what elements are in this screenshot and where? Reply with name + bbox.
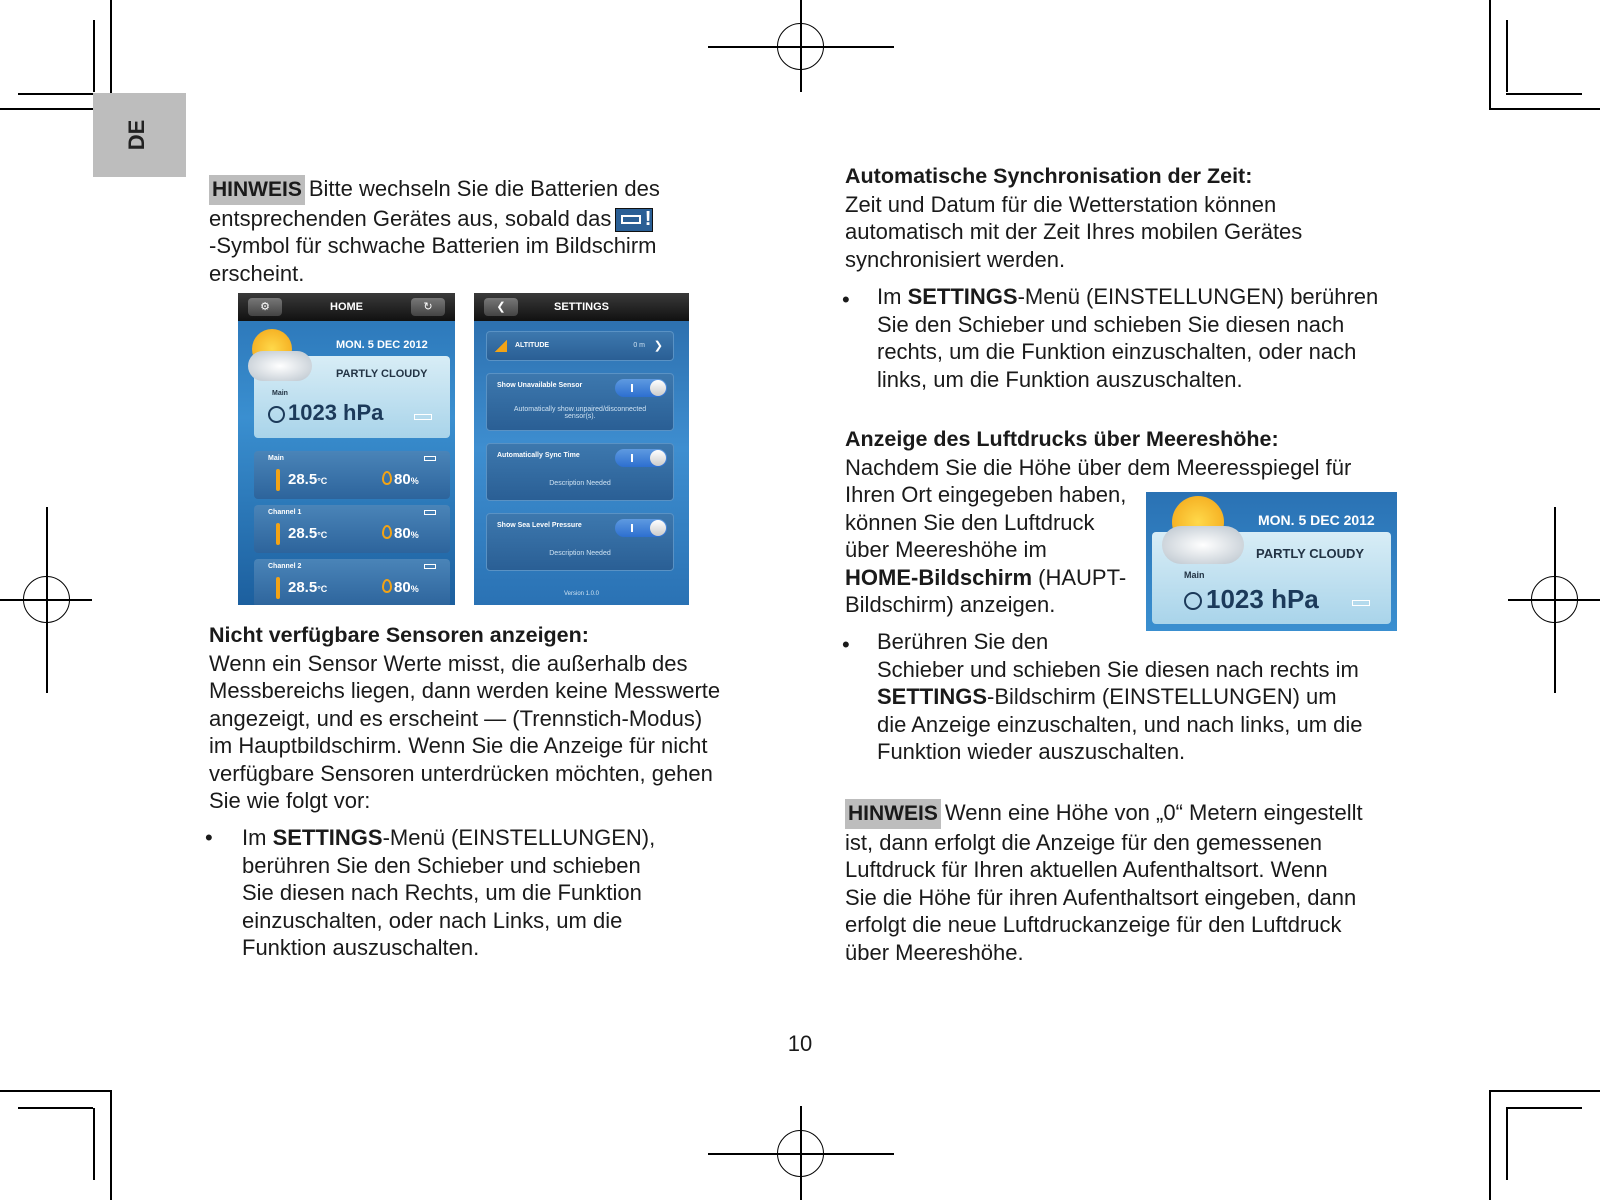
chevron-right-icon: ❯	[653, 340, 663, 352]
paragraph-line: Zeit und Datum für die Wetterstation können	[845, 191, 1277, 217]
bullet-text: Im	[877, 284, 908, 309]
setting-title: Show Sea Level Pressure	[497, 522, 582, 529]
bullet-text: Berühren Sie den	[877, 629, 1049, 654]
bullet-text: die Anzeige einzuschalten, und nach links, um die	[877, 711, 1363, 737]
paragraph-line: im Hauptbildschirm. Wenn Sie die Anzeige für nicht	[209, 733, 708, 758]
humidity-unit: %	[410, 530, 419, 540]
home-screen-keyword: HOME-Bildschirm	[845, 564, 1033, 590]
settings-keyword: SETTINGS	[877, 684, 988, 709]
battery-note	[209, 175, 769, 287]
toggle-switch	[615, 379, 667, 397]
note-text: über Meereshöhe.	[845, 939, 1024, 965]
weather-card-image	[1146, 492, 1397, 631]
temp-unit: °C	[317, 530, 328, 540]
home-pressure: 1023 hPa	[288, 400, 384, 425]
settings-screen-image	[474, 293, 689, 605]
gauge-icon	[1184, 592, 1202, 610]
paragraph-line: können Sie den Luftdruck	[845, 509, 1095, 535]
temp-unit: °C	[317, 476, 328, 486]
version-label: Version 1.0.0	[563, 591, 600, 597]
paragraph-line: Sie wie folgt vor:	[209, 788, 371, 813]
temp-unit: °C	[317, 584, 328, 594]
battery-icon	[414, 414, 432, 420]
paragraph-line: verfügbare Sensoren unterdrücken möchten, gehen	[209, 760, 713, 786]
bullet-text: Im	[242, 825, 273, 850]
paragraph-line: angezeigt, und es erscheint — (Trennstich-Modus)	[209, 705, 703, 731]
altitude-signal-icon	[495, 340, 507, 352]
channel-temp: 28.5	[288, 525, 318, 542]
language-code: DE	[124, 119, 149, 151]
settings-gear-icon: ⚙	[248, 298, 282, 316]
cloud-icon	[248, 351, 312, 381]
home-title: HOME	[330, 301, 363, 313]
channel-humidity: 80	[394, 471, 411, 488]
paragraph-line: über Meereshöhe im	[845, 537, 1047, 562]
channel-card	[254, 451, 450, 499]
note-text: Bitte wechseln Sie die Batterien des	[308, 176, 660, 201]
unavailable-sensors-section	[209, 622, 769, 815]
note-text: entsprechenden Gerätes aus, sobald das	[209, 205, 612, 231]
bullet-marker: •	[205, 825, 213, 850]
thermometer-icon	[276, 523, 280, 545]
card-pressure: 1023 hPa	[1206, 584, 1319, 614]
altitude-note	[845, 799, 1405, 966]
humidity-unit: %	[410, 476, 419, 486]
thermometer-icon	[276, 577, 280, 599]
setting-title: Automatically Sync Time	[497, 452, 580, 459]
gauge-icon	[268, 406, 285, 423]
bullet-text: Sie den Schieber und schieben Sie diesen nach	[877, 311, 1345, 337]
card-condition: PARTLY CLOUDY	[1256, 546, 1365, 561]
channel-card	[254, 505, 450, 553]
channel-label: Channel 1	[268, 509, 302, 516]
section-title: Nicht verfügbare Sensoren anzeigen:	[209, 623, 589, 647]
toggle-switch	[615, 449, 667, 467]
card-date: MON. 5 DEC 2012	[1258, 512, 1375, 528]
channel-humidity: 80	[394, 579, 411, 596]
paragraph-line: synchronisiert werden.	[845, 246, 1066, 272]
toggle-switch	[615, 519, 667, 537]
paragraph-line: Wenn ein Sensor Werte misst, die außerhalb des	[209, 650, 688, 676]
paragraph-line: Bildschirm) anzeigen.	[845, 592, 1056, 617]
bullet-text: rechts, um die Funktion einzuschalten, oder nach	[877, 339, 1357, 364]
bullet-marker: •	[842, 632, 850, 657]
humidity-drop-icon	[382, 525, 392, 539]
settings-keyword: SETTINGS	[907, 284, 1018, 309]
altitude-label: ALTITUDE	[515, 342, 550, 349]
setting-description: Automatically show unpaired/disconnected sensor(s).	[513, 406, 647, 420]
section-title: Automatische Synchronisation der Zeit:	[845, 164, 1253, 188]
sea-level-bullet	[877, 628, 1417, 766]
bullet-text: Sie diesen nach Rechts, um die Funktion	[242, 880, 642, 905]
setting-description: Description Needed	[549, 480, 611, 487]
paragraph-line: automatisch mit der Zeit Ihres mobilen Gerätes	[845, 219, 1303, 244]
settings-title: SETTINGS	[553, 301, 609, 313]
note-text: Luftdruck für Ihren aktuellen Aufenthaltsort. Wenn	[845, 857, 1328, 882]
bullet-text: einzuschalten, oder nach Links, um die	[242, 907, 623, 933]
battery-icon	[424, 456, 436, 461]
bullet-text: Funktion auszuschalten.	[242, 935, 480, 960]
settings-keyword: SETTINGS	[272, 825, 383, 850]
setting-description: Description Needed	[549, 550, 611, 557]
back-arrow-icon: ❮	[484, 298, 518, 316]
card-main-label: Main	[1184, 570, 1205, 580]
low-battery-icon	[615, 208, 653, 232]
bullet-marker: •	[842, 287, 850, 312]
channel-card	[254, 559, 450, 605]
channel-label: Channel 2	[268, 563, 302, 570]
time-sync-section	[845, 163, 1405, 273]
channel-label: Main	[268, 455, 284, 462]
bullet-text: links, um die Funktion auszuschalten.	[877, 366, 1243, 392]
paragraph-line: Ihren Ort eingegeben haben,	[845, 482, 1127, 507]
channel-temp: 28.5	[288, 471, 318, 488]
channel-humidity: 80	[394, 525, 411, 542]
bullet-text: -Menü (EINSTELLUNGEN),	[382, 825, 656, 850]
channel-temp: 28.5	[288, 579, 318, 596]
bullet-text: -Menü (EINSTELLUNGEN) berühren	[1017, 284, 1379, 309]
home-main-label: Main	[272, 390, 288, 397]
home-condition: PARTLY CLOUDY	[336, 368, 428, 380]
note-text: Wenn eine Höhe von „0“ Metern eingestellt	[944, 800, 1363, 825]
home-date: MON. 5 DEC 2012	[336, 339, 428, 351]
altitude-row	[486, 331, 674, 361]
time-sync-bullet	[877, 283, 1417, 393]
language-tab	[93, 93, 186, 177]
note-text: erfolgt die neue Luftdruckanzeige für den Luftdruck	[845, 912, 1342, 937]
thermometer-icon	[276, 469, 280, 491]
humidity-drop-icon	[382, 471, 392, 485]
paragraph-line: Messbereichs liegen, dann werden keine Messwerte	[209, 678, 721, 703]
paragraph-line: (HAUPT-	[1032, 564, 1127, 590]
sea-level-pressure-row	[486, 513, 674, 571]
bullet-text: berühren Sie den Schieber und schieben	[242, 852, 641, 878]
show-unavailable-sensor-row	[486, 373, 674, 431]
altitude-value: 0 m	[633, 342, 645, 349]
note-text: ist, dann erfolgt die Anzeige für den gemessenen	[845, 829, 1322, 855]
page-number: 10	[787, 1031, 813, 1056]
note-badge: HINWEIS	[845, 799, 941, 829]
humidity-unit: %	[410, 584, 419, 594]
cloud-icon	[1162, 526, 1244, 564]
unavailable-sensors-bullet	[242, 824, 772, 962]
bullet-text: Schieber und schieben Sie diesen nach rechts im	[877, 656, 1359, 682]
auto-sync-time-row	[486, 443, 674, 501]
paragraph-line: Nachdem Sie die Höhe über dem Meeresspiegel für	[845, 454, 1352, 480]
refresh-icon: ↻	[411, 298, 445, 316]
note-text: erscheint.	[209, 260, 305, 286]
battery-icon	[424, 510, 436, 515]
battery-icon	[1352, 600, 1370, 606]
humidity-drop-icon	[382, 579, 392, 593]
setting-title: Show Unavailable Sensor	[497, 382, 583, 389]
home-screen-image	[238, 293, 455, 605]
section-title: Anzeige des Luftdrucks über Meereshöhe:	[845, 427, 1279, 451]
bullet-text: Funktion wieder auszuschalten.	[877, 739, 1186, 764]
note-badge: HINWEIS	[209, 175, 305, 205]
battery-icon	[424, 564, 436, 569]
note-text: Sie die Höhe für ihren Aufenthaltsort eingeben, dann	[845, 884, 1357, 910]
bullet-text: -Bildschirm (EINSTELLUNGEN) um	[987, 684, 1337, 709]
note-text: -Symbol für schwache Batterien im Bildschirm	[209, 233, 657, 258]
